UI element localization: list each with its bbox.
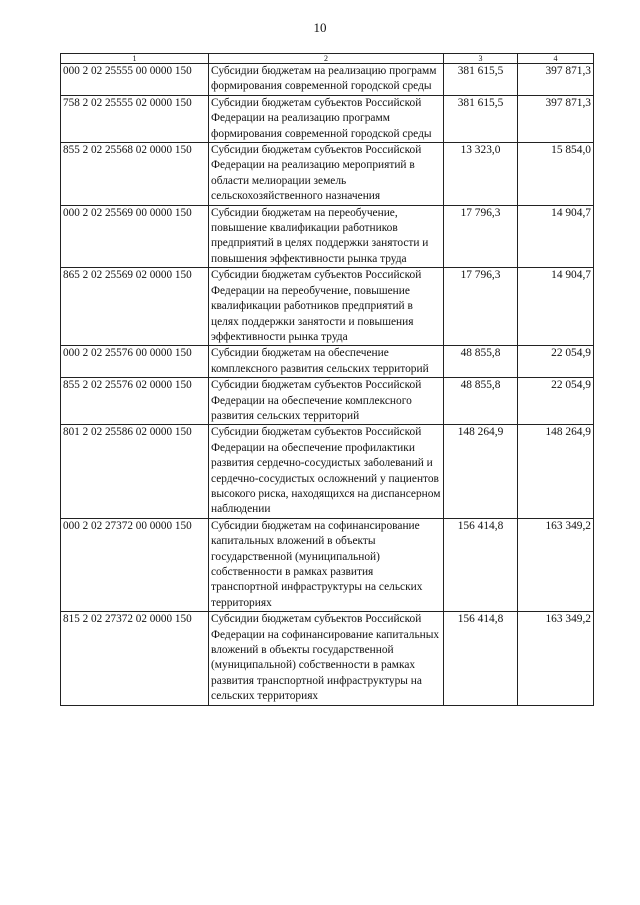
budget-code: 000 2 02 25555 00 0000 150 [61, 64, 209, 96]
table-row [61, 205, 594, 268]
amount-col4: 14 904,7 [518, 268, 594, 346]
amount-col4: 22 054,9 [518, 378, 594, 425]
budget-code: 855 2 02 25568 02 0000 150 [61, 143, 209, 206]
table-row [61, 64, 594, 96]
column-number-row [61, 54, 594, 64]
amount-col3: 156 414,8 [444, 612, 518, 705]
amount-col4: 22 054,9 [518, 346, 594, 378]
table-row [61, 95, 594, 142]
amount-col4: 163 349,2 [518, 518, 594, 611]
amount-col3: 17 796,3 [444, 205, 518, 268]
table-row [61, 612, 594, 705]
budget-code: 000 2 02 25576 00 0000 150 [61, 346, 209, 378]
budget-code: 855 2 02 25576 02 0000 150 [61, 378, 209, 425]
column-number: 4 [518, 54, 594, 64]
budget-code: 000 2 02 27372 00 0000 150 [61, 518, 209, 611]
amount-col3: 381 615,5 [444, 95, 518, 142]
budget-code: 815 2 02 27372 02 0000 150 [61, 612, 209, 705]
table-row [61, 425, 594, 518]
budget-code: 758 2 02 25555 02 0000 150 [61, 95, 209, 142]
amount-col4: 148 264,9 [518, 425, 594, 518]
amount-col4: 163 349,2 [518, 612, 594, 705]
amount-col3: 17 796,3 [444, 268, 518, 346]
income-name: Субсидии бюджетам субъектов Российской Федерации на софинансирование капитальных вложений в объекты государственной (муниципальной) собственности в рамках развития транспортной инфраструктуры на сельских территориях [209, 612, 444, 705]
budget-code: 801 2 02 25586 02 0000 150 [61, 425, 209, 518]
income-name: Субсидии бюджетам субъектов Российской Федерации на обеспечение профилактики развития сердечно-сосудистых заболеваний и сердечно-сосудистых осложнений у пациентов высокого риска, находящихся на диспансерном наблюдении [209, 425, 444, 518]
table-row [61, 378, 594, 425]
column-number: 3 [444, 54, 518, 64]
column-number: 2 [209, 54, 444, 64]
amount-col3: 48 855,8 [444, 378, 518, 425]
income-name: Субсидии бюджетам субъектов Российской Федерации на реализацию программ формирования современной городской среды [209, 95, 444, 142]
amount-col4: 397 871,3 [518, 95, 594, 142]
income-name: Субсидии бюджетам субъектов Российской Федерации на переобучение, повышение квалификации работников предприятий в целях поддержки занятости и повышения эффективности рынка труда [209, 268, 444, 346]
table-row [61, 518, 594, 611]
amount-col3: 381 615,5 [444, 64, 518, 96]
budget-code: 865 2 02 25569 02 0000 150 [61, 268, 209, 346]
amount-col3: 156 414,8 [444, 518, 518, 611]
column-number: 1 [61, 54, 209, 64]
budget-table [60, 53, 594, 706]
table-row [61, 346, 594, 378]
amount-col4: 15 854,0 [518, 143, 594, 206]
budget-code: 000 2 02 25569 00 0000 150 [61, 205, 209, 268]
amount-col4: 14 904,7 [518, 205, 594, 268]
page-number: 10 [313, 20, 327, 35]
amount-col4: 397 871,3 [518, 64, 594, 96]
income-name: Субсидии бюджетам на обеспечение комплексного развития сельских территорий [209, 346, 444, 378]
income-name: Субсидии бюджетам субъектов Российской Федерации на обеспечение комплексного развития сельских территорий [209, 378, 444, 425]
amount-col3: 13 323,0 [444, 143, 518, 206]
income-name: Субсидии бюджетам субъектов Российской Федерации на реализацию мероприятий в области мелиорации земель сельскохозяйственного назначения [209, 143, 444, 206]
income-name: Субсидии бюджетам на софинансирование капитальных вложений в объекты государственной (муниципальной) собственности в рамках развития транспортной инфраструктуры на сельских территориях [209, 518, 444, 611]
table-row [61, 143, 594, 206]
amount-col3: 48 855,8 [444, 346, 518, 378]
table-row [61, 268, 594, 346]
income-name: Субсидии бюджетам на переобучение, повышение квалификации работников предприятий в целях поддержки занятости и повышения эффективности рынка труда [209, 205, 444, 268]
amount-col3: 148 264,9 [444, 425, 518, 518]
income-name: Субсидии бюджетам на реализацию программ формирования современной городской среды [209, 64, 444, 96]
